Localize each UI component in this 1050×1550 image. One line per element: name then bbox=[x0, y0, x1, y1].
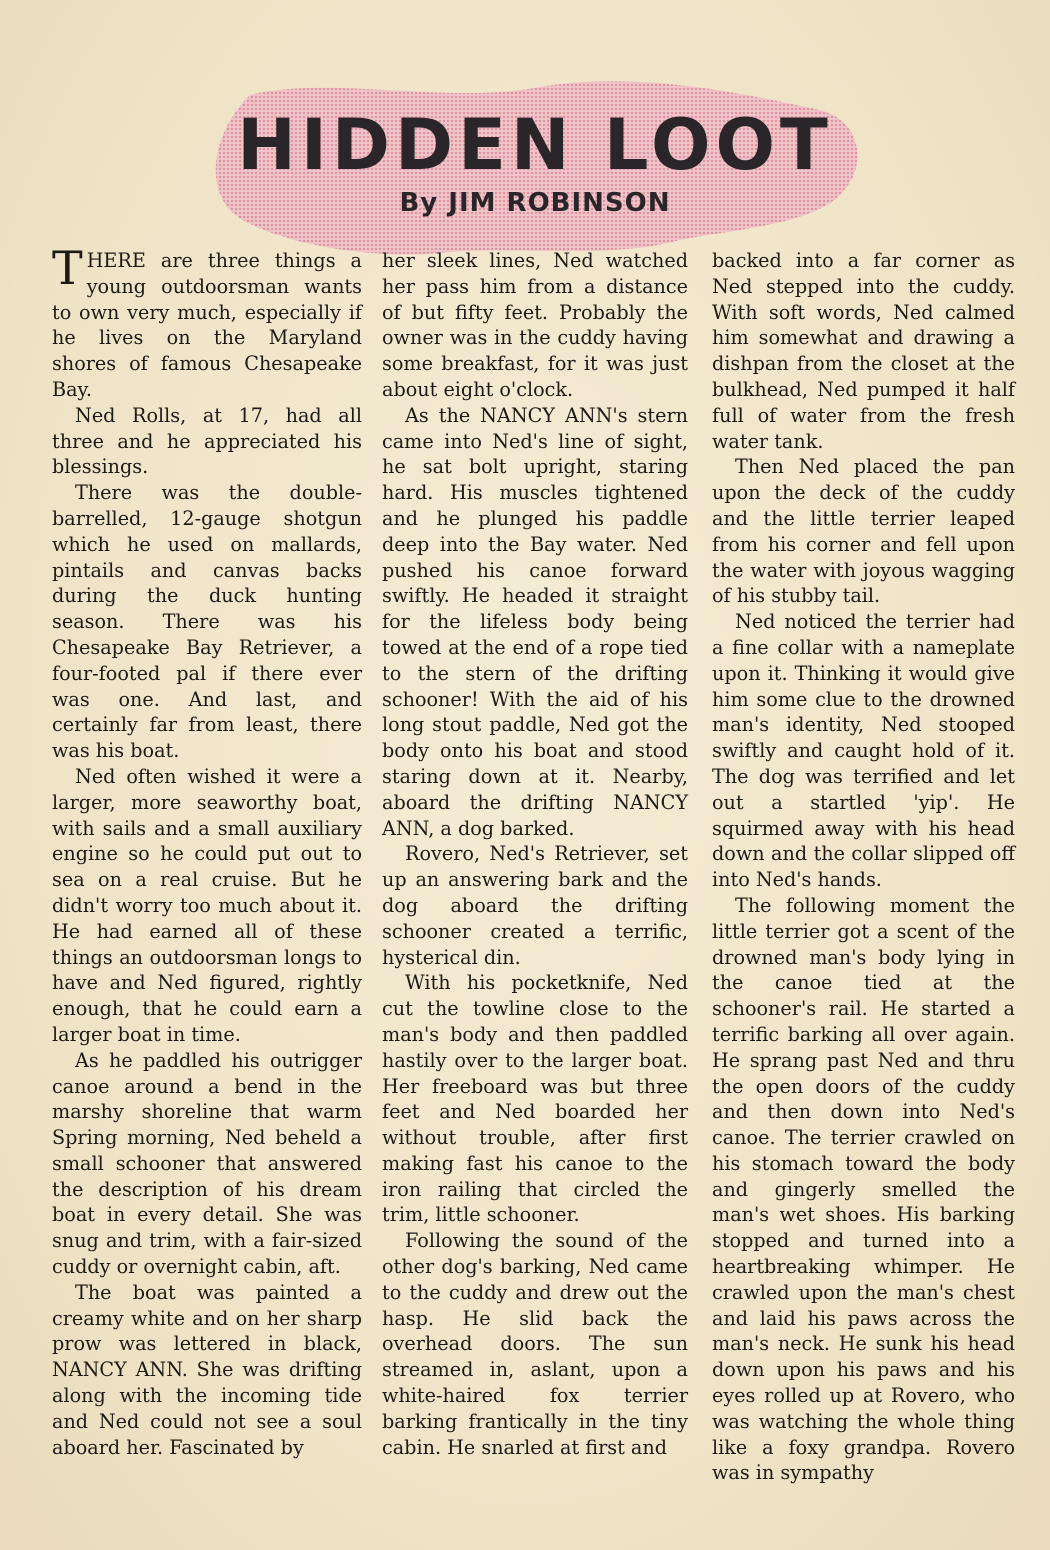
paragraph: Rovero, Ned's Retriever, set up an answering bark and the dog aboard the drifting schooner created a terrific, hysterical din. bbox=[382, 842, 688, 969]
paragraph: As he paddled his outrigger canoe around a bend in the marshy shoreline that warm Spring morning, Ned beheld a small schooner that answered the description of his dream boat in every detail. She was snug and trim, with a fair-sized cuddy or overnight cabin, aft. bbox=[52, 1048, 362, 1279]
paragraph: The boat was painted a creamy white and on her sharp prow was lettered in black, NANCY ANN. She was drifting along with the incoming tide and Ned could not see a soul aboard her. Fascinated by bbox=[52, 1280, 362, 1459]
paragraph: Ned noticed the terrier had a fine collar with a nameplate upon it. Thinking it would give him some clue to the drowned man's identity, Ned stooped swiftly and caught hold of it. The dog was terrified and let out a startled 'yip'. He squirmed away with his head down and the collar slipped off into Ned's hands. bbox=[712, 610, 1015, 892]
text-column-3 bbox=[712, 248, 1015, 1486]
drop-cap: T bbox=[52, 241, 83, 295]
paragraph: The following moment the little terrier got a scent of the drowned man's body lying in the canoe tied at the schooner's rail. He started a terrific barking all over again. He sprang past Ned and thru the open doors of the cuddy and then down into Ned's canoe. The terrier crawled on his stomach toward the body and gingerly smelled the man's wet shoes. His barking stopped and turned into a heartbreaking whimper. He crawled upon the man's chest and laid his paws across the man's neck. He sunk his head down upon his paws and his eyes rolled up at Rovero, who was watching the whole thing like a foxy grandpa. Rovero was in sympathy bbox=[712, 893, 1015, 1485]
paragraph: Ned Rolls, at 17, had all three and he appreciated his blessings. bbox=[52, 403, 362, 479]
paragraph: As the NANCY ANN's stern came into Ned's line of sight, he sat bolt upright, staring hard. His muscles tightened and he plunged his paddle deep into the Bay water. Ned pushed his canoe forward swiftly. He headed it straight for the lifeless body being towed at the end of a rope tied to the stern of the drifting schooner! With the aid of his long stout paddle, Ned got the body onto his boat and stood staring down at it. Nearby, aboard the drifting NANCY ANN, a dog barked. bbox=[382, 403, 688, 840]
text-column-1 bbox=[52, 241, 362, 1460]
paragraph: There was the double-barrelled, 12-gauge shotgun which he used on mallards, pintails and canvas backs during the duck hunting season. There was his Chesapeake Bay Retriever, a four-footed pal if there ever was one. And last, and certainly far from least, there was his boat. bbox=[52, 481, 362, 763]
paragraph: backed into a far corner as Ned stepped into the cuddy. With soft words, Ned calmed him somewhat and drawing a dishpan from the closet at the bulkhead, Ned pumped it half full of water from the fresh water tank. bbox=[712, 249, 1015, 453]
paragraph: her sleek lines, Ned watched her pass him from a distance of but fifty feet. Probably the owner was in the cuddy having some breakfast, for it was just about eight o'clock. bbox=[382, 249, 688, 401]
story-title: HIDDEN LOOT bbox=[237, 104, 833, 186]
text-column-2 bbox=[382, 248, 688, 1460]
story-byline: By JIM ROBINSON bbox=[399, 188, 671, 218]
paragraph: Following the sound of the other dog's barking, Ned came to the cuddy and drew out the hasp. He slid back the overhead doors. The sun streamed in, aslant, upon a white-haired fox terrier barking frantically in the tiny cabin. He snarled at first and bbox=[382, 1229, 688, 1459]
paragraph: THERE are three things a young outdoorsman wants to own very much, especially if he lives on the Maryland shores of famous Chesapeake Bay. bbox=[52, 241, 362, 401]
paragraph: Then Ned placed the pan upon the deck of the cuddy and the little terrier leaped from his corner and fell upon the water with joyous wagging of his stubby tail. bbox=[712, 455, 1015, 608]
paragraph: With his pocketknife, Ned cut the towline close to the man's body and then paddled hastily over to the larger boat. Her freeboard was but three feet and Ned boarded her without trouble, after first making fast his canoe to the iron railing that circled the trim, little schooner. bbox=[382, 971, 688, 1227]
paragraph: Ned often wished it were a larger, more seaworthy boat, with sails and a small auxiliary engine so he could put out to sea on a real cruise. But he didn't worry too much about it. He had earned all of these things an outdoorsman longs to have and Ned figured, rightly enough, that he could earn a larger boat in time. bbox=[52, 764, 362, 1046]
